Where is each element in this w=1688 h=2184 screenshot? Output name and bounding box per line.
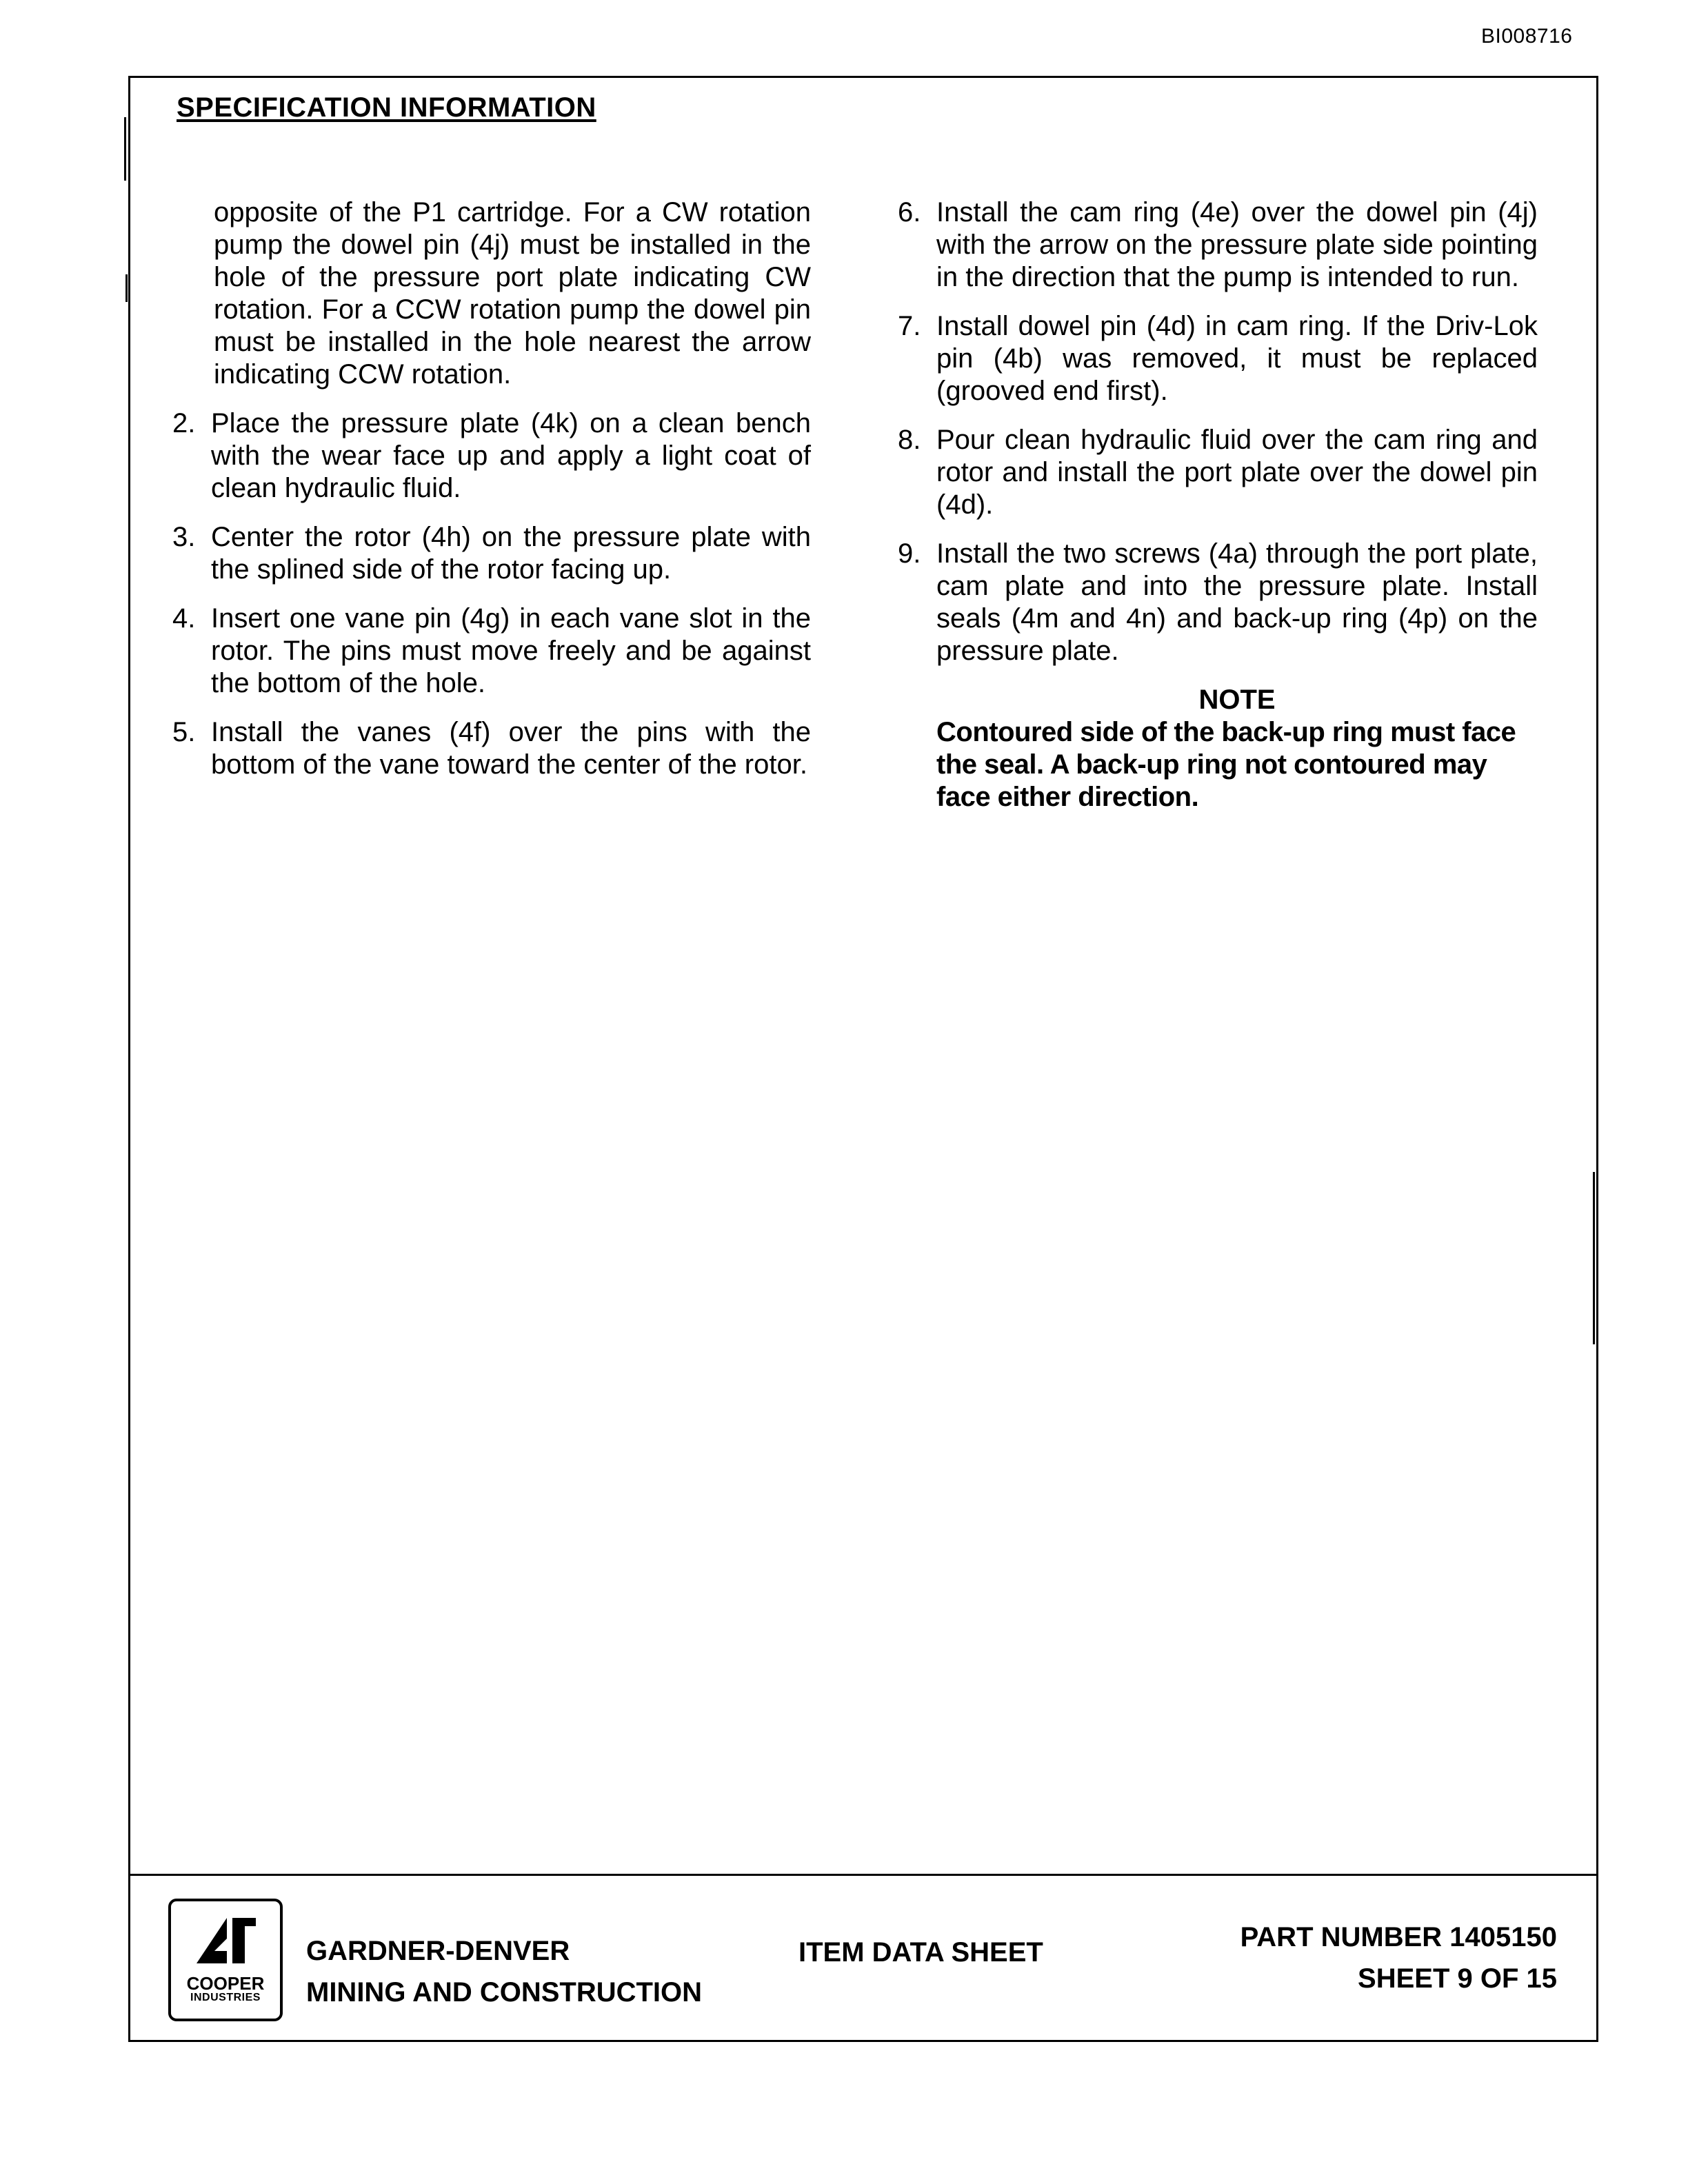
list-item [898, 538, 1538, 667]
item-text: Place the pressure plate (4k) on a clean bench with the wear face up and apply a light coat of clean hydraulic fluid. [211, 408, 811, 503]
cooper-logo-icon [191, 1911, 260, 1970]
list-item [172, 521, 811, 586]
list-item [898, 424, 1538, 521]
list-item [172, 407, 811, 505]
right-column [898, 196, 1538, 813]
company-line: GARDNER-DENVER [306, 1936, 570, 1966]
logo-name: COOPER [186, 1973, 265, 1994]
item-number: 5. [172, 717, 196, 747]
item-text: Install dowel pin (4d) in cam ring. If the Driv-Lok pin (4b) was removed, it must be replaced (grooved end first). [936, 311, 1538, 406]
item-number: 2. [172, 408, 196, 438]
item-number: 6. [898, 197, 921, 228]
item-text: Insert one vane pin (4g) in each vane slot in the rotor. The pins must move freely and be against the bottom of the hole. [211, 603, 811, 698]
footer-divider [128, 1874, 1598, 1876]
margin-mark [1593, 1172, 1595, 1344]
item-text: Install the cam ring (4e) over the dowel pin (4j) with the arrow on the pressure plate side pointing in the direction that the pump is intended to run. [936, 197, 1538, 292]
sheet-type: ITEM DATA SHEET [798, 1937, 1043, 1968]
item-text: Install the two screws (4a) through the port plate, cam plate and into the pressure plate. Install seals (4m and 4n) and back-up ring (4p) on the pressure plate. [936, 538, 1538, 666]
item-text: Install the vanes (4f) over the pins with the bottom of the vane toward the center of the rotor. [211, 717, 811, 780]
item-text: Pour clean hydraulic fluid over the cam ring and rotor and install the port plate over the dowel pin (4d). [936, 425, 1538, 520]
item-number: 3. [172, 522, 196, 552]
company-name [306, 1930, 702, 2013]
item-number: 4. [172, 603, 196, 634]
continuation-paragraph: opposite of the P1 cartridge. For a CW rotation pump the dowel pin (4j) must be installed in the hole of the pressure port plate indicating CW rotation. For a CCW rotation pump the dowel pin must be installed in the hole nearest the arrow indicating CCW rotation. [214, 197, 811, 390]
list-item [172, 716, 811, 781]
note-text: Contoured side of the back-up ring must face the seal. A back-up ring not contoured may face either direction. [936, 717, 1516, 812]
item-number: 7. [898, 311, 921, 341]
note-heading: NOTE [1198, 685, 1276, 715]
section-title: SPECIFICATION INFORMATION [177, 92, 596, 123]
item-number: 9. [898, 538, 921, 569]
margin-mark [124, 117, 126, 181]
part-number: PART NUMBER 1405150 [1240, 1922, 1557, 1952]
list-item [898, 310, 1538, 407]
company-logo [168, 1899, 283, 2021]
logo-subtitle: INDUSTRIES [190, 1992, 261, 2003]
left-column [172, 196, 811, 798]
part-info [1240, 1917, 1557, 1999]
item-number: 8. [898, 425, 921, 455]
sheet-number: SHEET 9 OF 15 [1358, 1963, 1557, 1994]
margin-mark [125, 274, 128, 302]
list-item [172, 603, 811, 700]
list-item [898, 196, 1538, 294]
item-text: Center the rotor (4h) on the pressure plate with the splined side of the rotor facing up. [211, 522, 811, 585]
document-id: BI008716 [1481, 25, 1573, 48]
company-line: MINING AND CONSTRUCTION [306, 1977, 703, 2008]
